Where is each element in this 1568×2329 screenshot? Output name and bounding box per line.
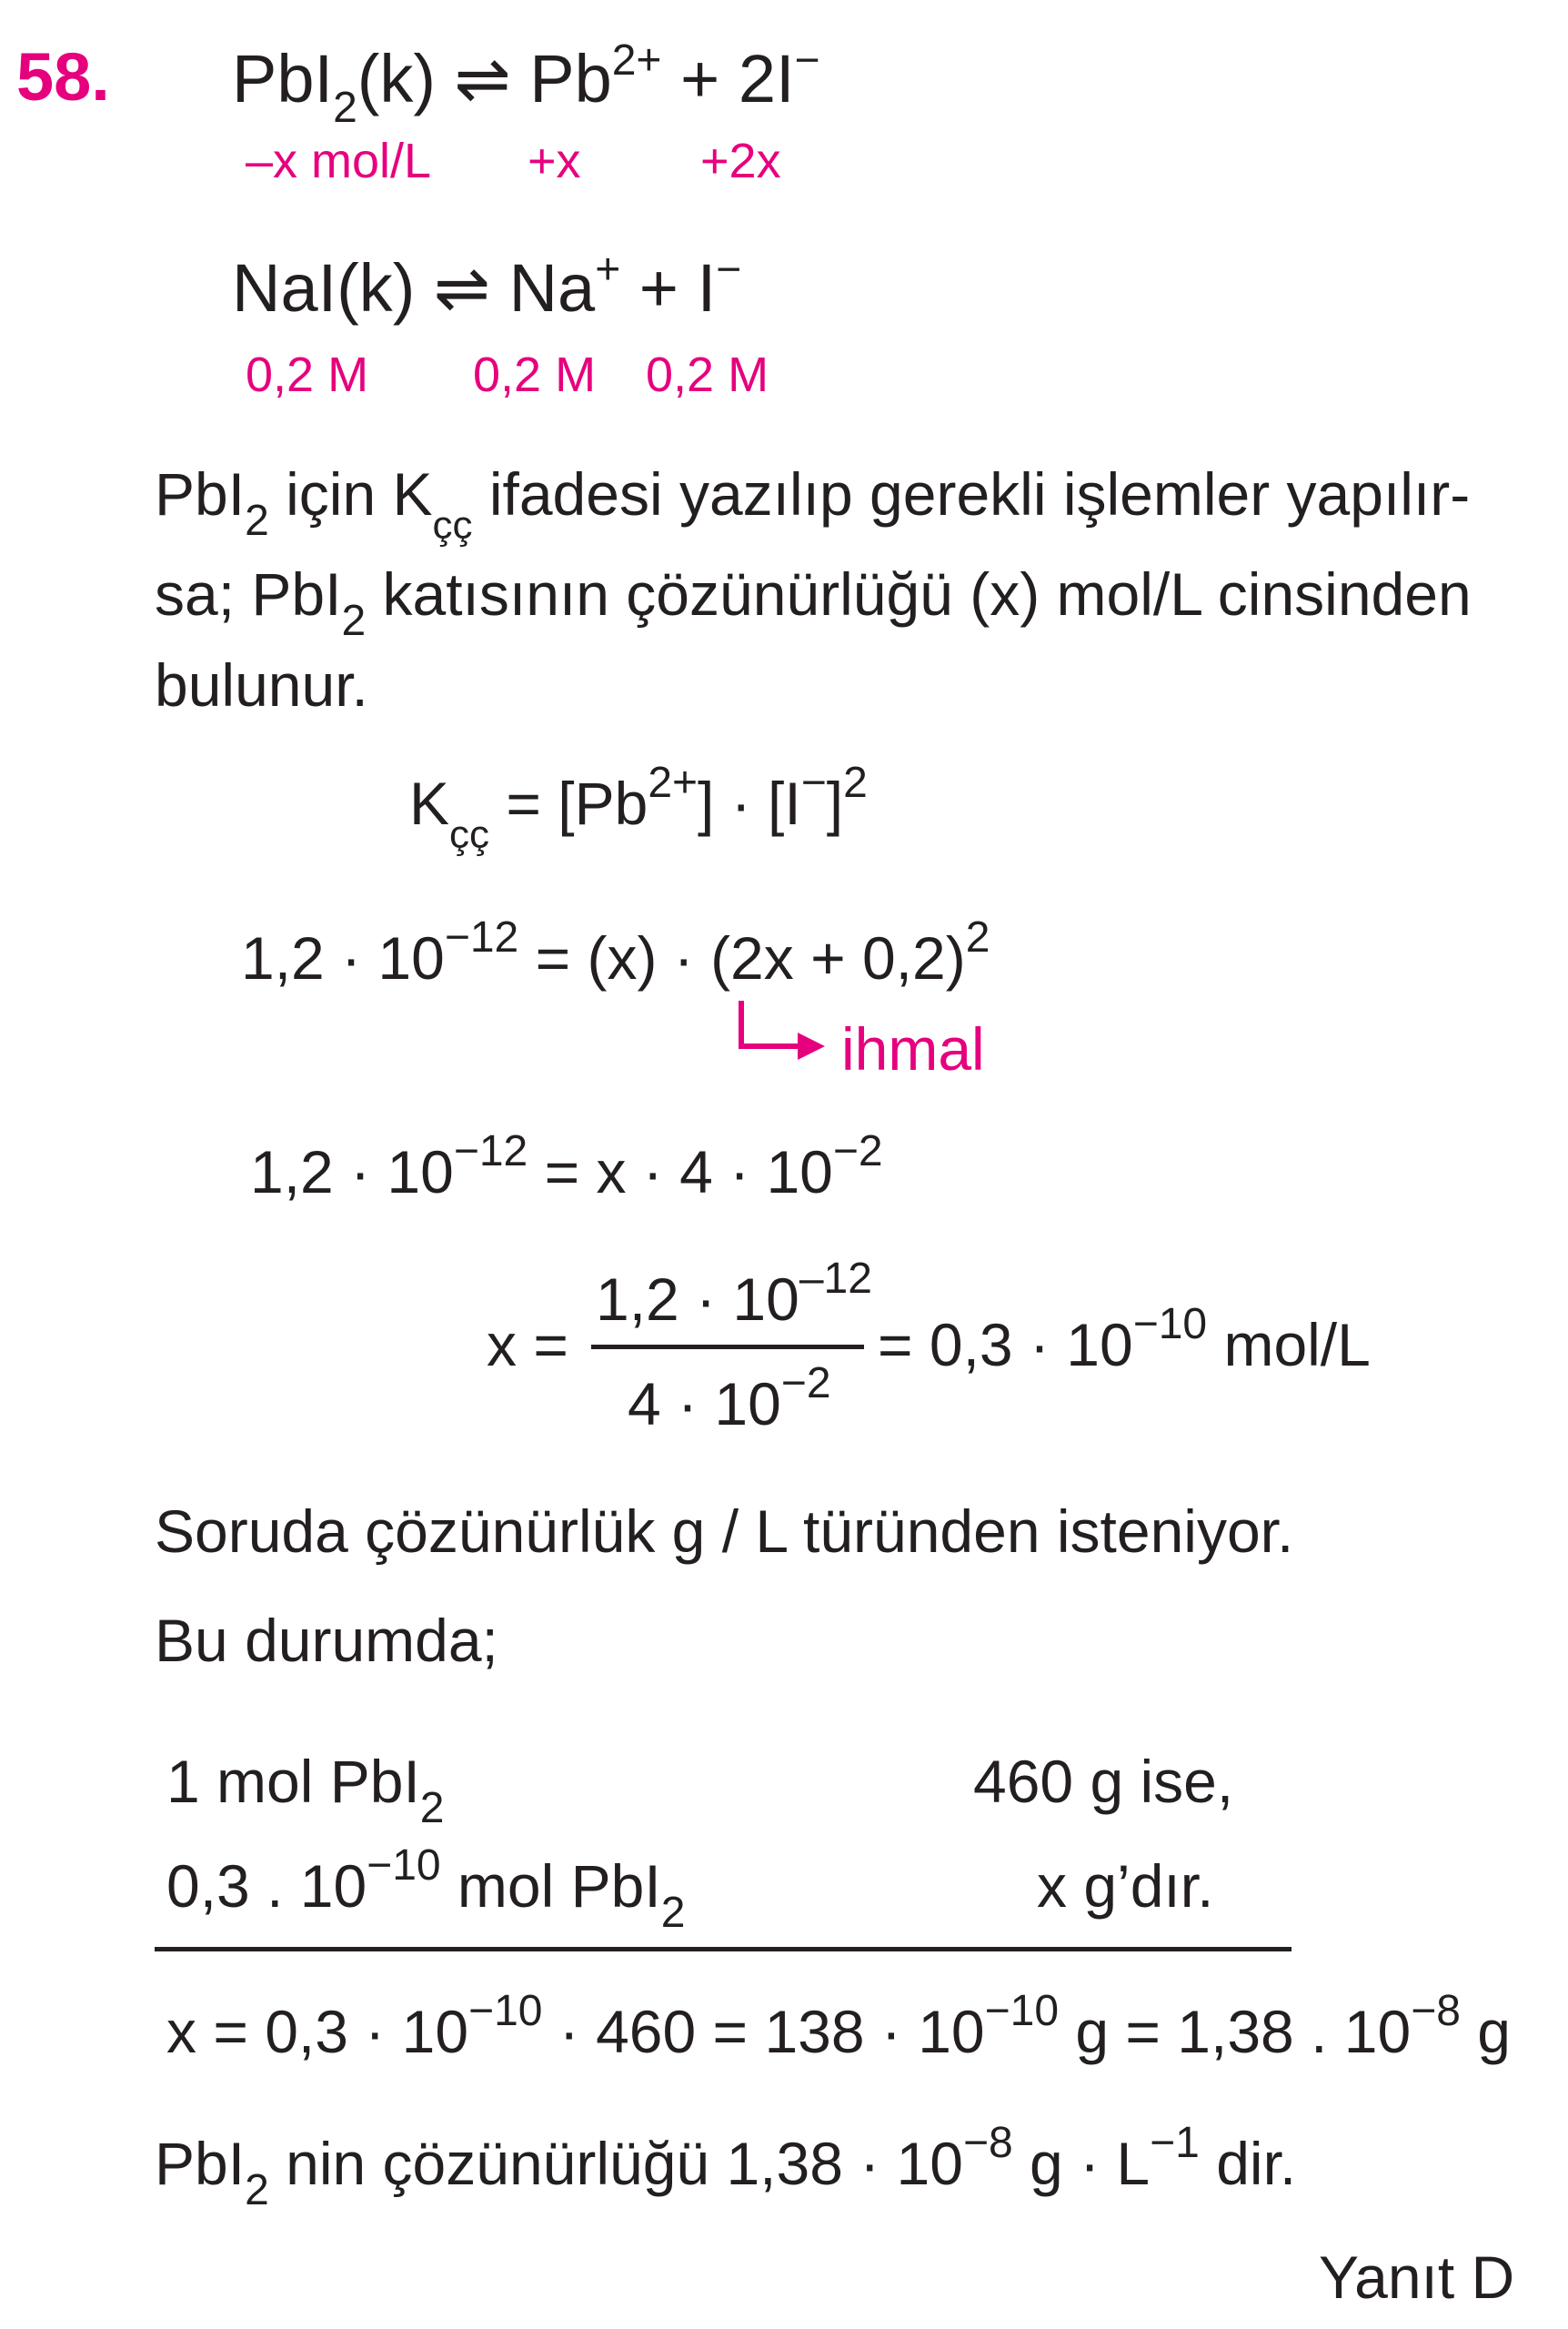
text: = [Pb (489, 770, 648, 837)
superscript: −10 (468, 1987, 543, 2035)
superscript: −2 (780, 1359, 831, 1407)
fraction-denominator (628, 1359, 831, 1437)
conc-change-1: –x mol/L (246, 134, 432, 188)
paragraph2-line2: Bu durumda; (155, 1607, 498, 1674)
subscript: 2 (245, 497, 269, 545)
subscript: 2 (333, 84, 357, 132)
text: ] (826, 770, 844, 837)
text: = 0,3 · 10 (878, 1311, 1133, 1378)
ihmal-arrow-icon (723, 996, 832, 1069)
problem-number: 58. (16, 39, 110, 115)
superscript: −2 (832, 1127, 883, 1175)
charge: 2+ (611, 36, 662, 85)
equation-3-result (878, 1300, 1371, 1378)
superscript: 2+ (648, 759, 699, 807)
subscript: 2 (660, 1889, 686, 1937)
paragraph1-line1 (155, 460, 1471, 548)
equation-3-x: x = (487, 1311, 568, 1378)
superscript: 2 (965, 913, 990, 962)
text: 4 · 10 (628, 1370, 781, 1437)
conc-change-2: +x (528, 134, 581, 188)
subscript: çç (432, 503, 473, 548)
equation-1 (241, 913, 990, 992)
conc-change-3: +2x (700, 134, 781, 188)
reaction-nai (232, 246, 742, 326)
text: g = 1,38 . 10 (1059, 1998, 1412, 2065)
charge: − (794, 36, 820, 85)
text: mol/L (1207, 1311, 1371, 1378)
equilibrium-arrow-icon: ⇌ (434, 250, 491, 326)
text: sa; PbI (155, 560, 342, 628)
superscript: − (800, 759, 827, 807)
answer-label: Yanıt D (1319, 2243, 1515, 2311)
ratio-row2-left (166, 1841, 686, 1937)
ratio-divider (155, 1947, 1292, 1951)
text: katısının çözünürlüğü (x) mol/L cinsinden (366, 560, 1472, 628)
text: ] · [I (698, 770, 801, 837)
text: = x · 4 · 10 (528, 1138, 833, 1205)
plus-sign: + (638, 250, 679, 326)
superscript: −8 (1411, 1987, 1461, 2035)
text: 1,2 · 10 (250, 1138, 454, 1205)
paragraph1-line2 (155, 560, 1472, 645)
text: g · L (1012, 2130, 1151, 2197)
superscript: −1 (1150, 2119, 1200, 2167)
ratio-row2-right: x g’dır. (1037, 1852, 1214, 1920)
text: 1 mol PbI (166, 1748, 420, 1815)
text: ifadesi yazılıp gerekli işlemler yapılır- (472, 460, 1471, 528)
ksp-expression (409, 759, 868, 857)
text: mol PbI (440, 1852, 661, 1920)
text: PbI (155, 2130, 246, 2197)
state: (k) (357, 41, 437, 116)
subscript: 2 (419, 1784, 445, 1832)
fraction-numerator (596, 1255, 872, 1333)
result-line (166, 1987, 1511, 2065)
ion: 2I (738, 41, 795, 116)
ion: Pb (529, 41, 612, 116)
text: = (x) · (2x + 0,2) (518, 924, 966, 992)
text: için K (268, 460, 433, 528)
ratio-row1-right: 460 g ise, (973, 1748, 1234, 1815)
reactant: PbI (232, 41, 334, 116)
conc-nai-3: 0,2 M (646, 348, 769, 402)
text: · 460 = 138 · 10 (542, 1998, 985, 2065)
reactant: NaI(k) (232, 250, 416, 326)
text: 1,2 · 10 (596, 1265, 799, 1333)
conc-nai-2: 0,2 M (473, 348, 597, 402)
conc-nai-1: 0,2 M (246, 348, 369, 402)
ion: I (697, 250, 717, 326)
ihmal-note: ihmal (841, 1015, 985, 1083)
ratio-row1-left (166, 1748, 445, 1832)
text: x = 0,3 · 10 (166, 1998, 469, 2065)
superscript: −12 (444, 913, 519, 962)
superscript: 2 (843, 759, 868, 807)
superscript: −8 (962, 2119, 1013, 2167)
text: nin çözünürlüğü 1,38 · 10 (268, 2130, 963, 2197)
paragraph2-line1: Soruda çözünürlük g / L türünden isteniyor. (155, 1497, 1294, 1565)
subscript: çç (449, 812, 490, 857)
text: 1,2 · 10 (241, 924, 445, 992)
charge: + (595, 246, 621, 294)
superscript: −10 (1132, 1300, 1208, 1348)
superscript: –12 (799, 1255, 872, 1303)
text: K (409, 770, 450, 837)
text: PbI (155, 460, 246, 528)
plus-sign: + (680, 41, 720, 116)
text: dir. (1199, 2130, 1297, 2197)
superscript: −10 (367, 1841, 441, 1890)
text: 0,3 . 10 (166, 1852, 367, 1920)
conclusion-line (155, 2119, 1297, 2214)
fraction-bar (591, 1345, 864, 1349)
superscript: −10 (984, 1987, 1060, 2035)
text: g (1460, 1998, 1511, 2065)
subscript: 2 (245, 2166, 269, 2214)
charge: − (716, 246, 742, 294)
ion: Na (508, 250, 596, 326)
subscript: 2 (341, 597, 367, 645)
reaction-pbi2 (232, 36, 820, 132)
equation-2 (250, 1127, 883, 1205)
paragraph1-line3: bulunur. (155, 651, 368, 719)
superscript: −12 (453, 1127, 528, 1175)
equilibrium-arrow-icon: ⇌ (454, 41, 511, 116)
